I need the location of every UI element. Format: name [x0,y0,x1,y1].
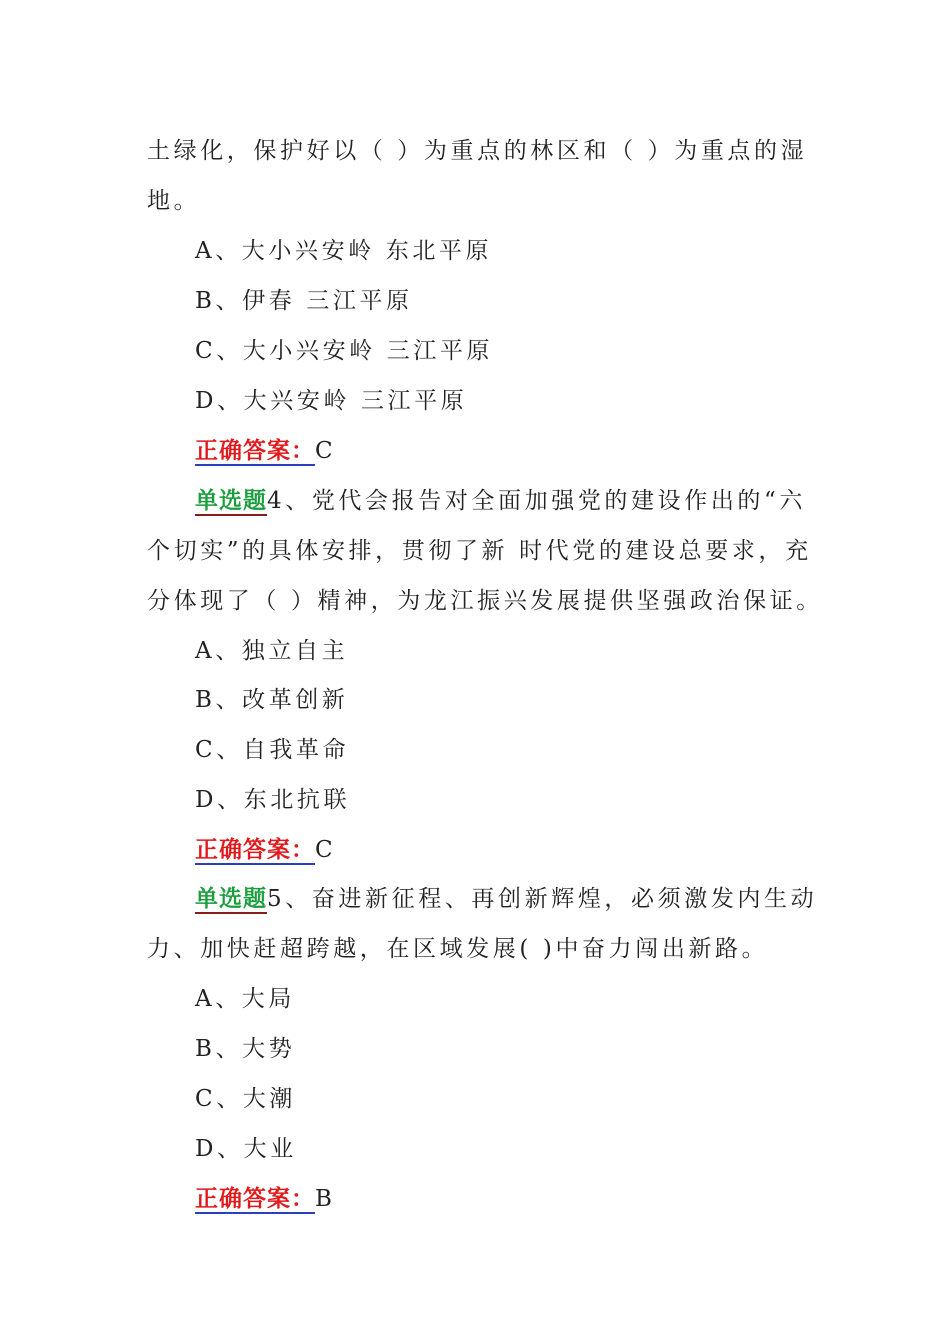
question-3-stem-line-2: 地。 [147,188,201,214]
question-3-stem-line-1: 土绿化，保护好以（ ）为重点的林区和（ ）为重点的湿 [147,138,808,164]
question-5-answer [195,1184,332,1214]
question-5-option-b: B、大势 [195,1036,296,1062]
answer-value: C [315,837,333,863]
question-3-answer [195,436,333,466]
question-4-stem-text: 4、党代会报告对全面加强党的建设作出的“六 [267,488,806,514]
answer-label: 正确答案： [195,836,315,863]
question-type-label: 单选题 [195,885,267,912]
answer-value: B [315,1186,332,1212]
answer-value: C [315,438,333,464]
question-3-option-c: C、大小兴安岭 三江平原 [195,338,494,364]
question-3-option-a: A、大小兴安岭 东北平原 [195,238,493,264]
question-4-option-a: A、独立自主 [195,638,349,664]
question-5-option-c: C、大潮 [195,1086,296,1112]
question-4-stem-line-3: 分体现了（ ）精神，为龙江振兴发展提供坚强政治保证。 [147,588,823,614]
question-5-stem-line-2: 力、加快赶超跨越，在区域发展( )中奋力闯出新路。 [147,936,769,962]
question-3-option-b: B、伊春 三江平原 [195,288,413,314]
question-5-option-d: D、大业 [195,1136,297,1162]
question-5-stem-line-1 [195,884,817,914]
question-4-answer [195,835,333,865]
answer-label: 正确答案： [195,437,315,464]
answer-label: 正确答案： [195,1185,315,1212]
question-3-option-d: D、大兴安岭 三江平原 [195,388,468,414]
question-4-stem-line-2: 个切实”的具体安排，贯彻了新 时代党的建设总要求，充 [147,538,812,564]
question-5-stem-text: 5、奋进新征程、再创新辉煌，必须激发内生动 [267,886,818,912]
question-type-label: 单选题 [195,487,267,514]
question-5-option-a: A、大局 [195,986,296,1012]
question-4-stem-line-1 [195,486,806,516]
question-4-option-b: B、改革创新 [195,687,349,713]
question-4-option-c: C、自我革命 [195,737,350,763]
question-4-option-d: D、东北抗联 [195,787,351,813]
